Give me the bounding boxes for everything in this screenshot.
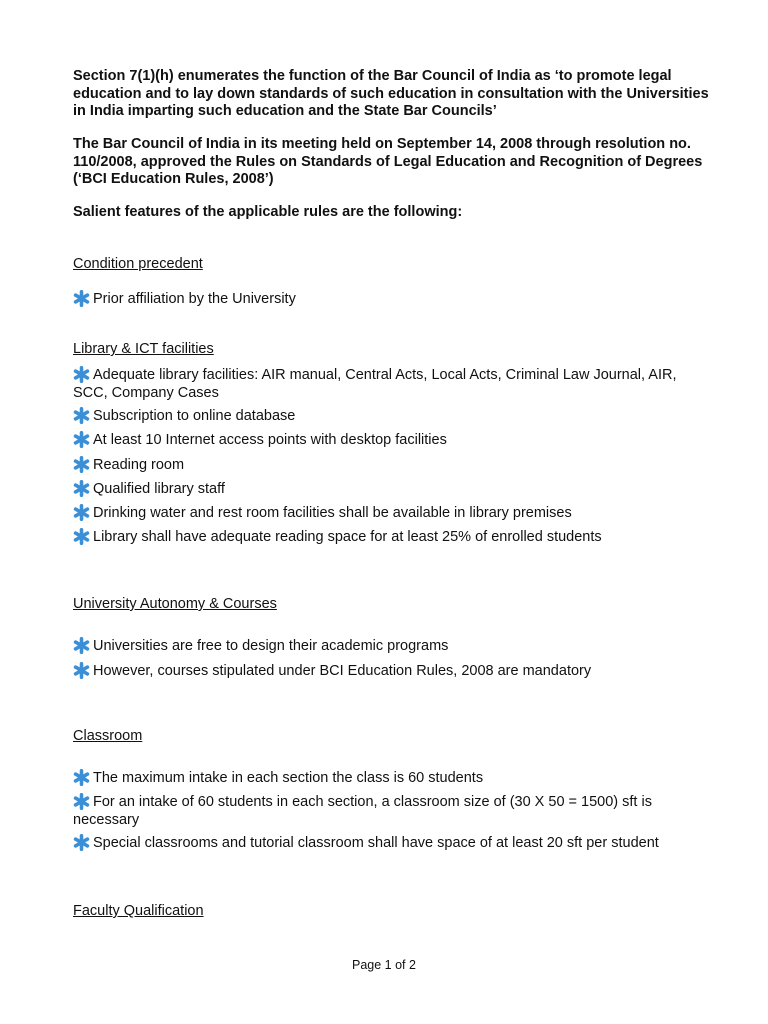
list-item: Qualified library staff bbox=[73, 480, 703, 499]
intro-paragraph-2: The Bar Council of India in its meeting held on September 14, 2008 through resolution no. 110/2008, approved the Rules on Standards of Legal Education and Recognition of Degrees (‘BCI Education Rules, 2008’) bbox=[73, 136, 703, 187]
list-item: The maximum intake in each section the class is 60 students bbox=[73, 769, 703, 788]
asterisk-bullet-icon bbox=[73, 290, 90, 307]
intro-paragraph-3: Salient features of the applicable rules are the following: bbox=[73, 204, 463, 220]
list-item: For an intake of 60 students in each section, a classroom size of (30 X 50 = 1500) sft is necessary bbox=[73, 794, 652, 828]
asterisk-bullet-icon bbox=[73, 528, 90, 545]
list-item: Drinking water and rest room facilities shall be available in library premises bbox=[73, 504, 703, 523]
list-item: Special classrooms and tutorial classroom shall have space of at least 20 sft per student bbox=[73, 834, 703, 853]
section-heading-faculty-qualification: Faculty Qualification bbox=[73, 903, 204, 919]
section-heading-classroom: Classroom bbox=[73, 728, 143, 744]
asterisk-bullet-icon bbox=[73, 637, 90, 654]
asterisk-bullet-icon bbox=[73, 769, 90, 786]
asterisk-bullet-icon bbox=[73, 504, 90, 521]
section-heading-library-ict: Library & ICT facilities bbox=[73, 341, 214, 357]
list-item: Universities are free to design their academic programs bbox=[73, 637, 703, 656]
asterisk-bullet-icon bbox=[73, 366, 90, 383]
asterisk-bullet-icon bbox=[73, 662, 90, 679]
asterisk-bullet-icon bbox=[73, 407, 90, 424]
list-item: However, courses stipulated under BCI Education Rules, 2008 are mandatory bbox=[73, 662, 703, 681]
section-heading-university-autonomy: University Autonomy & Courses bbox=[73, 596, 277, 612]
list-item: Prior affiliation by the University bbox=[73, 290, 703, 309]
list-item: At least 10 Internet access points with desktop facilities bbox=[73, 431, 703, 450]
list-item: Reading room bbox=[73, 456, 703, 475]
asterisk-bullet-icon bbox=[73, 480, 90, 497]
asterisk-bullet-icon bbox=[73, 834, 90, 851]
section-heading-condition-precedent: Condition precedent bbox=[73, 256, 203, 272]
list-item: Library shall have adequate reading space for at least 25% of enrolled students bbox=[73, 528, 703, 547]
intro-paragraph-1: Section 7(1)(h) enumerates the function of the Bar Council of India as ‘to promote legal education and to lay down standards of such education in consultation with the Universities in India imparting such education and the State Bar Councils’ bbox=[73, 68, 709, 119]
list-item: Subscription to online database bbox=[73, 407, 703, 426]
page-number: Page 1 of 2 bbox=[352, 958, 416, 972]
asterisk-bullet-icon bbox=[73, 793, 90, 810]
list-item: Adequate library facilities: AIR manual, Central Acts, Local Acts, Criminal Law Journal, AIR, SCC, Company Cases bbox=[73, 367, 677, 401]
asterisk-bullet-icon bbox=[73, 431, 90, 448]
asterisk-bullet-icon bbox=[73, 456, 90, 473]
